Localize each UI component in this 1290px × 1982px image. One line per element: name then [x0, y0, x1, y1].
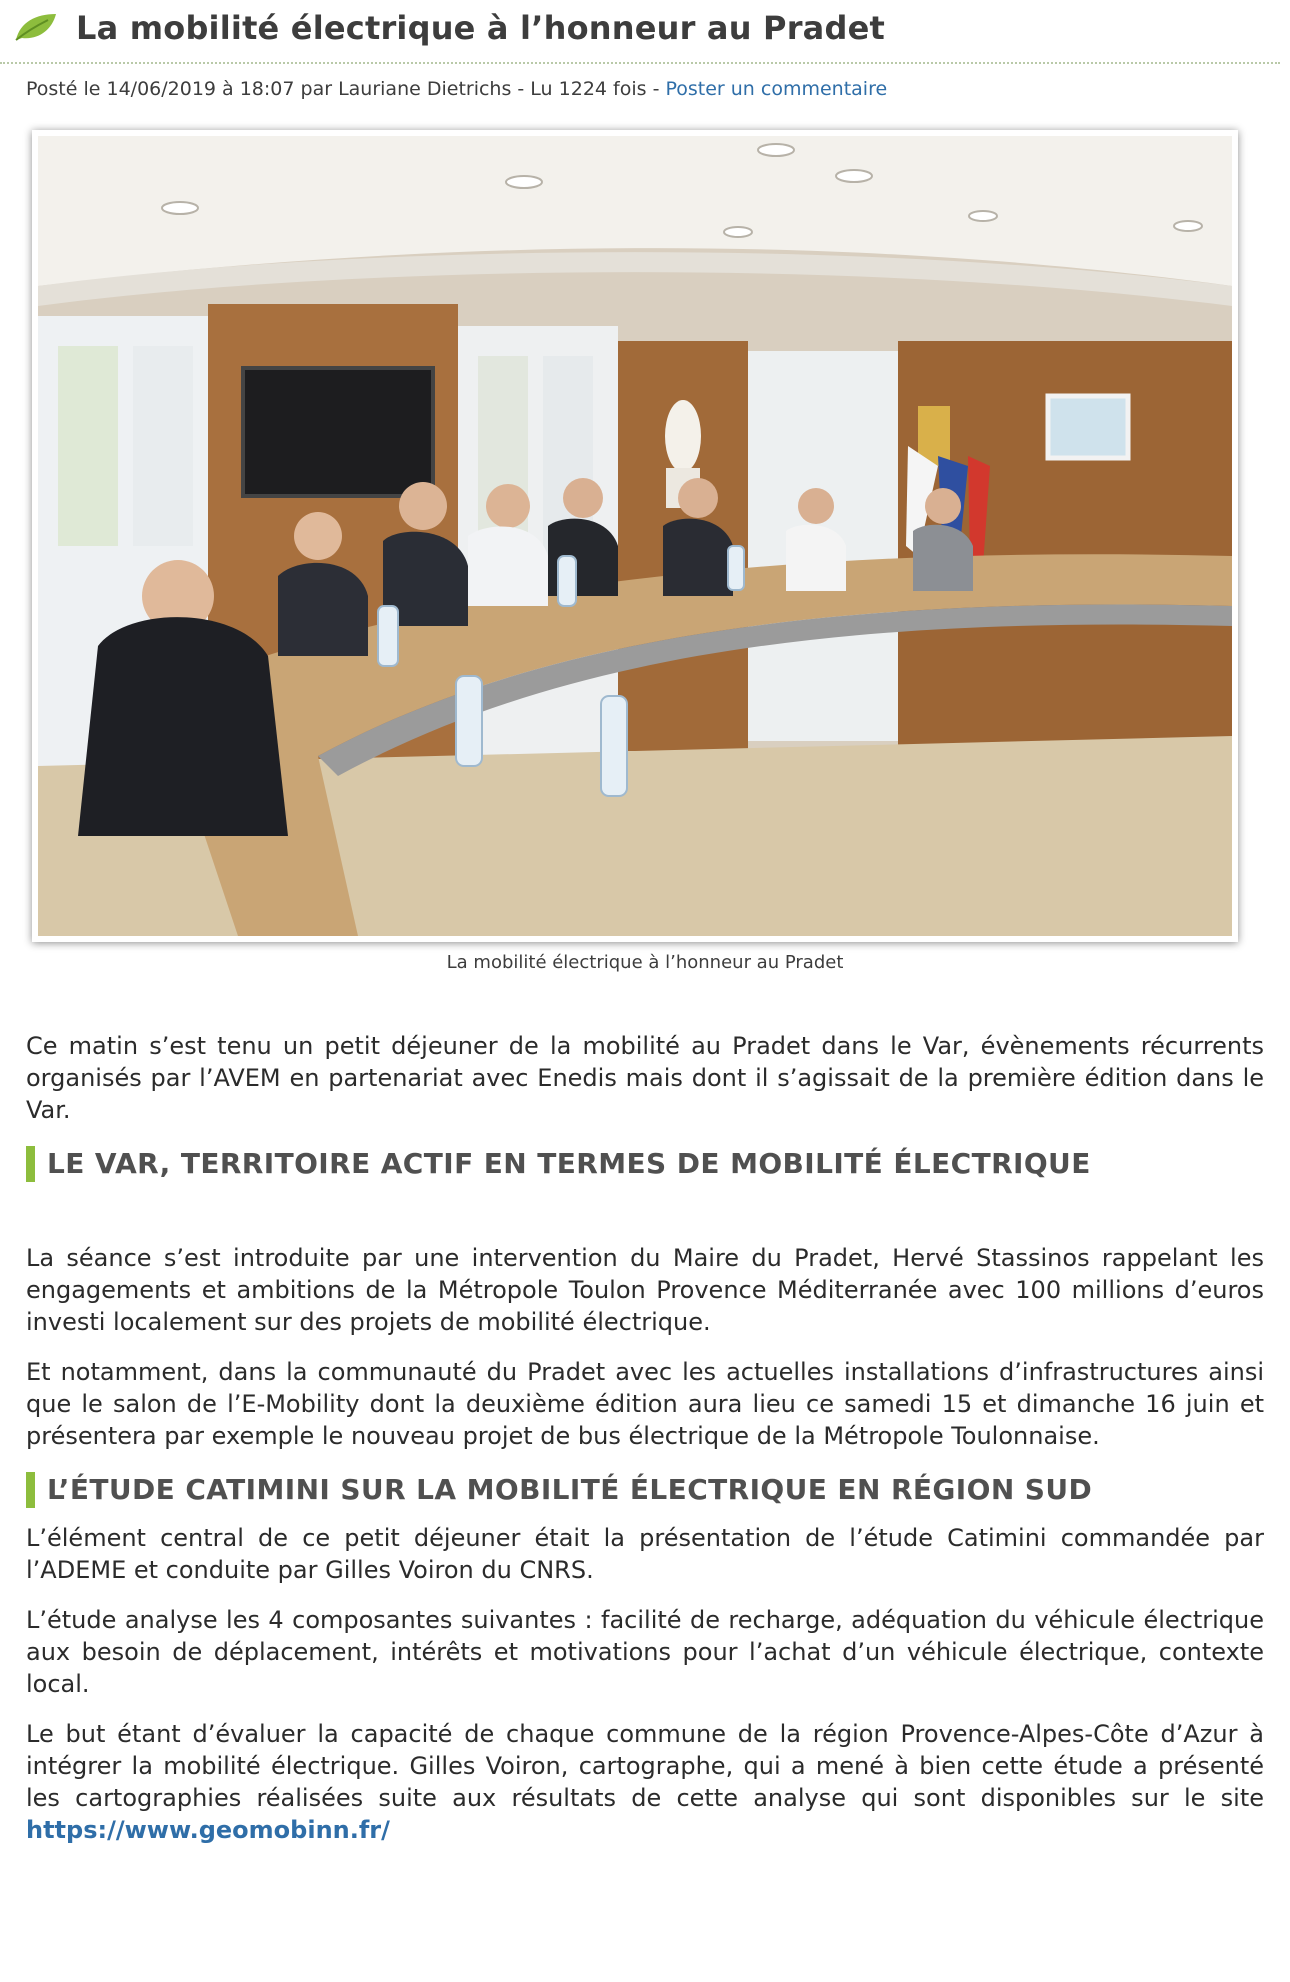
post-meta [26, 76, 887, 102]
article-body [26, 1030, 1264, 1846]
paragraph-pradet: Et notamment, dans la communauté du Pradet avec les actuelles installations d’infrastructures ainsi que le salon de l’E-Mobility dont la deuxième édition aura lieu ce samedi 15 et dimanche 16 juin et présentera par exemple le nouveau projet de bus électrique de la Métropole Toulonnaise. [26, 1358, 1264, 1450]
article-header [0, 0, 1280, 64]
paragraph-but [26, 1718, 1264, 1846]
comment-link[interactable]: Poster un commentaire [665, 78, 888, 100]
intro-paragraph: Ce matin s’est tenu un petit déjeuner de la mobilité au Pradet dans le Var, évènements récurrents organisés par l’AVEM en partenariat avec Enedis mais dont il s’agissait de la première édition dans le Var. [26, 1032, 1264, 1124]
meeting-room-photo [38, 136, 1232, 936]
paragraph-seance: La séance s’est introduite par une intervention du Maire du Pradet, Hervé Stassinos rappelant les engagements et ambitions de la Métropole Toulon Provence Méditerranée avec 100 millions d’euros investi localement sur des projets de mobilité électrique. [26, 1244, 1264, 1336]
photo-caption: La mobilité électrique à l’honneur au Pradet [446, 952, 844, 973]
post-info: Posté le 14/06/2019 à 18:07 par Lauriane Dietrichs - Lu 1224 fois - [26, 78, 666, 100]
geomobinn-link[interactable]: https://www.geomobinn.fr/ [26, 1816, 390, 1844]
section-heading-catimini: L’ÉTUDE CATIMINI SUR LA MOBILITÉ ÉLECTRIQUE EN RÉGION SUD [26, 1472, 1264, 1508]
page-title: La mobilité électrique à l’honneur au Pradet [76, 9, 885, 47]
paragraph-but-text: Le but étant d’évaluer la capacité de chaque commune de la région Provence-Alpes-Côte d’Azur à intégrer la mobilité électrique. Gilles Voiron, cartographe, qui a mené à bien cette étude a présenté les cartographies réalisées suite aux résultats de cette analyse qui sont disponibles sur le site [26, 1720, 1264, 1812]
article-photo [32, 130, 1238, 942]
paragraph-composantes: L’étude analyse les 4 composantes suivantes : facilité de recharge, adéquation du véhicule électrique aux besoin de déplacement, intérêts et motivations pour l’achat d’un véhicule électrique, contexte local. [26, 1606, 1264, 1698]
leaf-icon [12, 10, 58, 44]
section-heading-var: LE VAR, TERRITOIRE ACTIF EN TERMES DE MOBILITÉ ÉLECTRIQUE [26, 1146, 1264, 1182]
paragraph-element-central: L’élément central de ce petit déjeuner était la présentation de l’étude Catimini commandée par l’ADEME et conduite par Gilles Voiron du CNRS. [26, 1524, 1264, 1584]
